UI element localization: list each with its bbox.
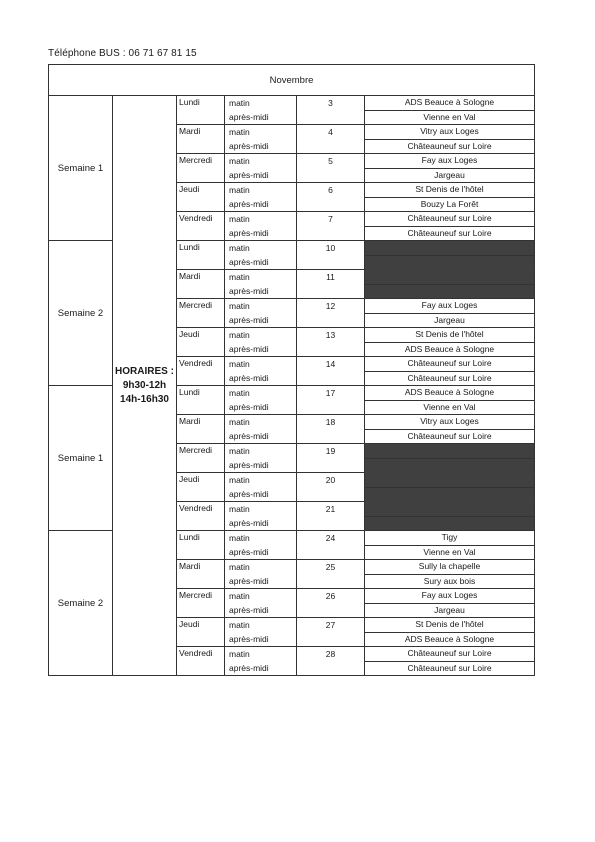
period-label: après-midi [225,458,297,473]
day-name: Mercredi [177,444,225,459]
stop-location: Jargeau [365,313,535,328]
period-label: matin [225,647,297,662]
period-label: matin [225,154,297,169]
day-number: 21 [297,502,365,517]
bus-phone-number: Téléphone BUS : 06 71 67 81 15 [48,48,197,59]
day-name: Jeudi [177,618,225,633]
period-label: après-midi [225,226,297,241]
day-number [297,255,365,270]
stop-location: Châteauneuf sur Loire [365,429,535,444]
day-number [297,400,365,415]
day-name: Vendredi [177,647,225,662]
period-label: matin [225,241,297,256]
day-number: 3 [297,96,365,111]
day-name [177,574,225,589]
period-label: après-midi [225,255,297,270]
period-label: après-midi [225,284,297,299]
day-number [297,632,365,647]
stop-location: Tigy [365,531,535,546]
no-service-cell [365,502,535,517]
hours-afternoon: 14h-16h30 [120,393,169,405]
stop-location: ADS Beauce à Sologne [365,632,535,647]
period-label: matin [225,125,297,140]
period-label: après-midi [225,197,297,212]
week-label: Semaine 2 [49,241,113,386]
day-name: Lundi [177,241,225,256]
day-name: Lundi [177,96,225,111]
day-number: 4 [297,125,365,140]
day-number [297,661,365,676]
day-number [297,429,365,444]
day-name [177,487,225,502]
week-label: Semaine 1 [49,96,113,241]
no-service-cell [365,516,535,531]
stop-location: Châteauneuf sur Loire [365,212,535,227]
day-name: Lundi [177,531,225,546]
period-label: matin [225,328,297,343]
day-name [177,632,225,647]
stop-location: ADS Beauce à Sologne [365,96,535,111]
day-number [297,516,365,531]
day-name [177,313,225,328]
period-label: après-midi [225,110,297,125]
stop-location: Fay aux Loges [365,589,535,604]
stop-location: St Denis de l'hôtel [365,328,535,343]
stop-location: St Denis de l'hôtel [365,618,535,633]
stop-location: Châteauneuf sur Loire [365,139,535,154]
schedule-row [49,96,535,111]
day-name: Vendredi [177,357,225,372]
day-number: 27 [297,618,365,633]
day-number [297,197,365,212]
stop-location: Châteauneuf sur Loire [365,226,535,241]
period-label: matin [225,531,297,546]
period-label: matin [225,386,297,401]
day-number: 7 [297,212,365,227]
day-number: 5 [297,154,365,169]
period-label: après-midi [225,487,297,502]
day-number: 28 [297,647,365,662]
hours-morning: 9h30-12h [122,379,167,391]
stop-location: Jargeau [365,168,535,183]
period-label: après-midi [225,371,297,386]
day-number [297,342,365,357]
period-label: après-midi [225,429,297,444]
period-label: matin [225,415,297,430]
stop-location: Vienne en Val [365,400,535,415]
period-label: matin [225,618,297,633]
day-name: Mercredi [177,589,225,604]
week-label: Semaine 2 [49,531,113,676]
day-number [297,603,365,618]
day-number [297,168,365,183]
day-name [177,516,225,531]
period-label: matin [225,357,297,372]
period-label: après-midi [225,574,297,589]
no-service-cell [365,487,535,502]
day-number [297,458,365,473]
day-number [297,313,365,328]
stop-location: Châteauneuf sur Loire [365,357,535,372]
period-label: après-midi [225,603,297,618]
stop-location: Vitry aux Loges [365,415,535,430]
day-name [177,168,225,183]
period-label: après-midi [225,516,297,531]
day-number: 12 [297,299,365,314]
stop-location: Châteauneuf sur Loire [365,661,535,676]
stop-location: Jargeau [365,603,535,618]
day-number: 26 [297,589,365,604]
day-number [297,139,365,154]
stop-location: Châteauneuf sur Loire [365,371,535,386]
day-name [177,661,225,676]
hours-title: HORAIRES : [115,365,174,377]
opening-hours [113,96,177,676]
day-number: 17 [297,386,365,401]
day-name [177,255,225,270]
day-number: 19 [297,444,365,459]
day-number [297,371,365,386]
day-name [177,226,225,241]
stop-location: Vienne en Val [365,545,535,560]
day-number [297,545,365,560]
period-label: après-midi [225,168,297,183]
stop-location: Vienne en Val [365,110,535,125]
day-number: 25 [297,560,365,575]
stop-location: Vitry aux Loges [365,125,535,140]
day-name: Mardi [177,560,225,575]
no-service-cell [365,458,535,473]
period-label: matin [225,473,297,488]
day-name: Mercredi [177,299,225,314]
stop-location: Châteauneuf sur Loire [365,647,535,662]
period-label: matin [225,444,297,459]
day-name: Mercredi [177,154,225,169]
day-name: Lundi [177,386,225,401]
period-label: après-midi [225,545,297,560]
stop-location: Fay aux Loges [365,299,535,314]
day-name: Mardi [177,415,225,430]
period-label: matin [225,560,297,575]
period-label: matin [225,589,297,604]
day-name [177,429,225,444]
day-name: Vendredi [177,502,225,517]
no-service-cell [365,255,535,270]
period-label: matin [225,96,297,111]
stop-location: Fay aux Loges [365,154,535,169]
stop-location: ADS Beauce à Sologne [365,386,535,401]
november-schedule-table [48,64,535,676]
day-name [177,197,225,212]
day-name: Jeudi [177,328,225,343]
period-label: matin [225,299,297,314]
period-label: après-midi [225,400,297,415]
day-number: 20 [297,473,365,488]
day-name: Mardi [177,125,225,140]
day-number [297,574,365,589]
day-name: Jeudi [177,183,225,198]
day-number: 6 [297,183,365,198]
day-name [177,603,225,618]
no-service-cell [365,241,535,256]
stop-location: Sury aux bois [365,574,535,589]
day-number: 13 [297,328,365,343]
day-name: Jeudi [177,473,225,488]
week-label: Semaine 1 [49,386,113,531]
day-name [177,342,225,357]
period-label: après-midi [225,313,297,328]
stop-location: ADS Beauce à Sologne [365,342,535,357]
day-name [177,400,225,415]
day-name [177,284,225,299]
day-name: Vendredi [177,212,225,227]
day-number [297,284,365,299]
day-number: 18 [297,415,365,430]
day-number: 24 [297,531,365,546]
period-label: après-midi [225,661,297,676]
day-name [177,139,225,154]
day-name [177,458,225,473]
stop-location: Bouzy La Forêt [365,197,535,212]
no-service-cell [365,284,535,299]
day-name [177,371,225,386]
stop-location: St Denis de l'hôtel [365,183,535,198]
period-label: matin [225,502,297,517]
day-name [177,110,225,125]
stop-location: Sully la chapelle [365,560,535,575]
day-name [177,545,225,560]
period-label: matin [225,183,297,198]
day-number [297,226,365,241]
period-label: après-midi [225,139,297,154]
period-label: après-midi [225,632,297,647]
day-number: 14 [297,357,365,372]
period-label: matin [225,270,297,285]
no-service-cell [365,444,535,459]
no-service-cell [365,270,535,285]
month-header: Novembre [49,65,535,96]
period-label: matin [225,212,297,227]
day-number [297,487,365,502]
day-name: Mardi [177,270,225,285]
day-number [297,110,365,125]
day-number: 10 [297,241,365,256]
no-service-cell [365,473,535,488]
day-number: 11 [297,270,365,285]
period-label: après-midi [225,342,297,357]
